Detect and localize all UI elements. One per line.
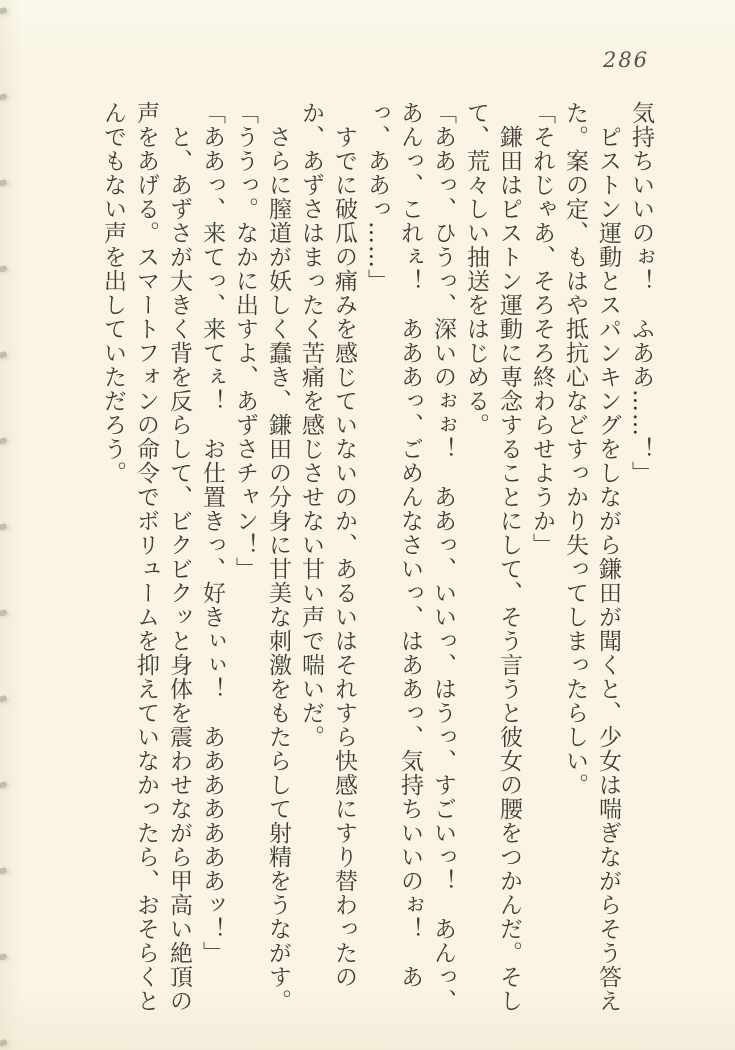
paragraph: 「それじゃあ、そろそろ終わらせようか」	[529, 101, 555, 557]
page-number: 286	[602, 48, 650, 72]
paragraph: 「ううっ。なかに出すよ、あずさチャン！」	[232, 101, 258, 581]
paragraph: ピストン運動とスパンキングをしながら鎌田が聞くと、少女は喘ぎながらそう答えた。案の定、もはや抵抗心などすっかり失ってしまったらしい。	[562, 101, 621, 1013]
paragraph: 「ああっ、ひうっ、深いのぉぉ！ ああっ、いいっ、はうっ、すごいっ！ あんっ、あんっ、これぇ！ あああっ、ごめんなさいっ、はああっ、気持ちいいのぉ！ あっ、ああっ……」	[364, 101, 456, 1013]
binding-mark	[0, 609, 8, 617]
binding-mark	[0, 437, 8, 445]
binding-mark	[0, 179, 8, 187]
binding-mark	[0, 1039, 8, 1047]
binding-mark	[0, 93, 8, 101]
paragraph: 気持ちいいのぉ！ ふああ……！」	[628, 101, 654, 485]
binding-mark	[0, 781, 8, 789]
binding-marks	[0, 0, 14, 1050]
paragraph: 鎌田はピストン運動に専念することにして、そう言うと彼女の腰をつかんだ。そして、荒々しい抽送をはじめる。	[463, 101, 522, 1013]
binding-mark	[0, 953, 8, 961]
binding-mark	[0, 523, 8, 531]
binding-mark	[0, 7, 8, 15]
binding-mark	[0, 867, 8, 875]
binding-mark	[0, 265, 8, 273]
binding-mark	[0, 695, 8, 703]
paragraph: と、あずさが大きく背を反らして、ビクビクッと身体を震わせながら甲高い絶頂の声をあげる。スマートフォンの命令でボリュームを抑えていなかったら、おそらくとんでもない声を出していただろう。	[100, 101, 192, 1013]
binding-mark	[0, 351, 8, 359]
paragraph: 「ああっ、来てっ、来てぇ！ お仕置きっ、好きぃぃ！ あああああああッ！」	[199, 101, 225, 965]
paragraph: すでに破瓜の痛みを感じていないのか、あるいはそれすら快感にすり替わったのか、あずさはまったく苦痛を感じさせない甘い声で喘いだ。	[298, 101, 357, 989]
paragraph: さらに膣道が妖しく蠢き、鎌田の分身に甘美な刺激をもたらして射精をうながす。	[265, 125, 291, 1013]
text-block	[96, 101, 657, 1021]
